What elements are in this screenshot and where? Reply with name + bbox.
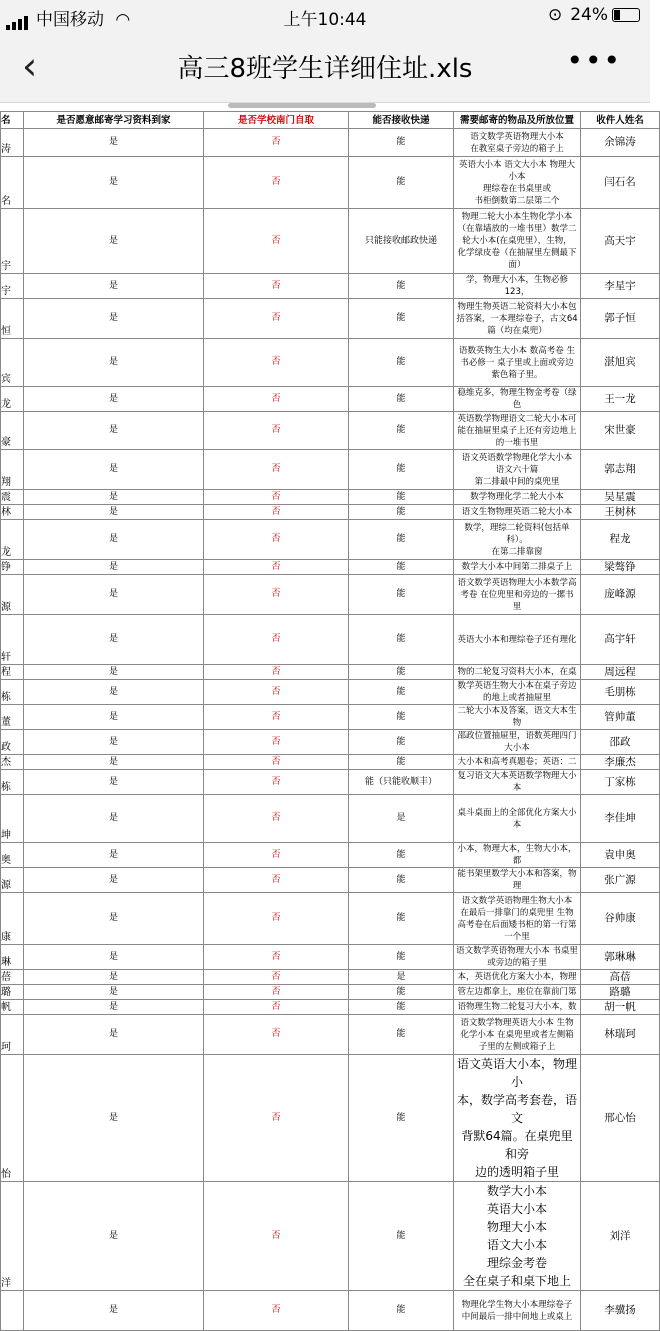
- cell-mail[interactable]: 是: [24, 985, 204, 1000]
- cell-mail[interactable]: 是: [24, 339, 204, 387]
- header-mail[interactable]: 是否愿意邮寄学习资料到家: [24, 112, 204, 129]
- table-row: [1, 1291, 660, 1331]
- cell-mail[interactable]: 是: [24, 157, 204, 209]
- cell-mail[interactable]: 是: [24, 1015, 204, 1055]
- cell-recipient[interactable]: 梁骜铮: [581, 560, 660, 575]
- cell-items[interactable]: 英语大小本和理综卷子还有理化: [454, 615, 581, 665]
- cell-name[interactable]: 程: [1, 665, 24, 680]
- table-row: [1, 1055, 660, 1182]
- cell-items[interactable]: 数学大小本 英语大小本 物理大小本 语文大小本 理综金考卷 全在桌子和桌下地上: [454, 1182, 581, 1291]
- table-row: [1, 209, 660, 274]
- cell-name[interactable]: 源: [1, 868, 24, 893]
- cell-items[interactable]: 本，英语优化方案大小本，物理: [454, 970, 581, 985]
- cell-mail[interactable]: 是: [24, 795, 204, 843]
- cell-mail[interactable]: 是: [24, 505, 204, 520]
- table-row: [1, 795, 660, 843]
- cell-mail[interactable]: 是: [24, 274, 204, 299]
- cell-express[interactable]: 能: [349, 505, 454, 520]
- cell-pickup[interactable]: 否: [204, 412, 349, 450]
- cell-express[interactable]: 能: [349, 680, 454, 705]
- table-row: [1, 945, 660, 970]
- cell-pickup[interactable]: 否: [204, 1291, 349, 1331]
- cell-items[interactable]: 语文英语大小本，物理小 本，数学高考套卷，语文 背默64篇。在桌兜里和旁 边的透明箱子里: [454, 1055, 581, 1182]
- cell-items[interactable]: 语文数学物理英语大小本 生物 化学小本 在桌兜里或者左侧箱 子里的左侧或箱子上: [454, 1015, 581, 1055]
- cell-items[interactable]: 英语数学物理语文二轮大小本可 能在抽屉里桌子上还有旁边地上 的一堆书里: [454, 412, 581, 450]
- cell-items[interactable]: 管左边都拿上，座位在靠前门第: [454, 985, 581, 1000]
- cell-name[interactable]: 震: [1, 490, 24, 505]
- header-row: [1, 112, 660, 129]
- cell-mail[interactable]: 是: [24, 970, 204, 985]
- status-time: 上午10:44: [283, 10, 367, 30]
- cell-express[interactable]: 能: [349, 387, 454, 412]
- cell-items[interactable]: 语文数学英语物理生物大小本 在最后一排靠门的桌兜里 生物 高考卷在后面矮书柜的第一行第 一个里: [454, 893, 581, 945]
- cell-express[interactable]: 能: [349, 945, 454, 970]
- more-button[interactable]: [566, 44, 622, 77]
- cell-mail[interactable]: 是: [24, 1000, 204, 1015]
- cell-mail[interactable]: 是: [24, 770, 204, 795]
- cell-name[interactable]: 栋: [1, 770, 24, 795]
- table-row: [1, 339, 660, 387]
- cell-pickup[interactable]: 否: [204, 770, 349, 795]
- status-bar: [0, 0, 650, 34]
- cell-mail[interactable]: 是: [24, 387, 204, 412]
- cell-mail[interactable]: 是: [24, 615, 204, 665]
- cell-recipient[interactable]: 邵政: [581, 730, 660, 755]
- table-row: [1, 868, 660, 893]
- table-row: [1, 299, 660, 339]
- cell-mail[interactable]: 是: [24, 520, 204, 560]
- cell-pickup[interactable]: 否: [204, 490, 349, 505]
- header-express[interactable]: 能否接收快递: [349, 112, 454, 129]
- header-pickup[interactable]: 是否学校南门自取: [204, 112, 349, 129]
- cell-express[interactable]: 能: [349, 615, 454, 665]
- cell-pickup[interactable]: 否: [204, 705, 349, 730]
- cell-pickup[interactable]: 否: [204, 1000, 349, 1015]
- cell-express[interactable]: 能: [349, 129, 454, 157]
- cell-express[interactable]: 是: [349, 795, 454, 843]
- table-row: [1, 970, 660, 985]
- cell-recipient[interactable]: 郭子恒: [581, 299, 660, 339]
- cell-mail[interactable]: 是: [24, 560, 204, 575]
- cell-name[interactable]: 宾: [1, 339, 24, 387]
- table-row: [1, 129, 660, 157]
- table-row: [1, 730, 660, 755]
- cell-pickup[interactable]: 否: [204, 575, 349, 615]
- cell-name[interactable]: 珂: [1, 1015, 24, 1055]
- cell-name[interactable]: 龙: [1, 520, 24, 560]
- cell-pickup[interactable]: 否: [204, 868, 349, 893]
- cell-items[interactable]: 语数英物生大小本 数高考卷 生 书必修一 桌子里或上面或旁边 紫色箱子里。: [454, 339, 581, 387]
- header-recipient[interactable]: 收件人姓名: [581, 112, 660, 129]
- table-row: [1, 680, 660, 705]
- cell-pickup[interactable]: 否: [204, 893, 349, 945]
- cell-recipient[interactable]: 李廉杰: [581, 755, 660, 770]
- cell-name[interactable]: 政: [1, 730, 24, 755]
- cell-mail[interactable]: 是: [24, 129, 204, 157]
- cell-name[interactable]: 洋: [1, 1182, 24, 1291]
- cell-name[interactable]: 宇: [1, 274, 24, 299]
- cell-express[interactable]: 是: [349, 970, 454, 985]
- cell-recipient[interactable]: 宋世豪: [581, 412, 660, 450]
- cell-items[interactable]: 邵政位置抽屉里，语数英理四门大小本: [454, 730, 581, 755]
- table-row: [1, 1182, 660, 1291]
- cell-mail[interactable]: 是: [24, 945, 204, 970]
- cell-recipient[interactable]: 刘洋: [581, 1182, 660, 1291]
- cell-items[interactable]: 语文英语数学物理化学大小本 语文六十篇 第二排最中间的桌兜里: [454, 450, 581, 490]
- cell-mail[interactable]: 是: [24, 1182, 204, 1291]
- cell-items[interactable]: 数学大小本中间第二排桌子上: [454, 560, 581, 575]
- cell-pickup[interactable]: 否: [204, 560, 349, 575]
- document-title: 高三8班学生详细住址.xls: [177, 54, 473, 84]
- cell-express[interactable]: 能: [349, 450, 454, 490]
- cell-recipient[interactable]: 高蓓: [581, 970, 660, 985]
- cell-express[interactable]: 能: [349, 339, 454, 387]
- table-row: [1, 274, 660, 299]
- cell-name[interactable]: 蓓: [1, 970, 24, 985]
- carrier-label: 中国移动: [36, 10, 104, 30]
- header-items[interactable]: 需要邮寄的物品及所放位置: [454, 112, 581, 129]
- cell-express[interactable]: 能: [349, 1000, 454, 1015]
- cell-pickup[interactable]: 否: [204, 985, 349, 1000]
- table-row: [1, 985, 660, 1000]
- wifi-icon: ◠: [115, 10, 131, 30]
- cell-name[interactable]: 康: [1, 893, 24, 945]
- spreadsheet-view[interactable]: [0, 103, 650, 1322]
- cell-express[interactable]: 能: [349, 412, 454, 450]
- cell-express[interactable]: 能: [349, 868, 454, 893]
- cell-items[interactable]: 语文生物物理英语二轮大小本: [454, 505, 581, 520]
- cell-items[interactable]: 语文数学英语物理大小本 在教室桌子旁边的箱子上: [454, 129, 581, 157]
- cell-items[interactable]: 小本，物理大本，生物大小本，都: [454, 843, 581, 868]
- cell-recipient[interactable]: 张广源: [581, 868, 660, 893]
- cell-express[interactable]: 能: [349, 490, 454, 505]
- cell-pickup[interactable]: 否: [204, 129, 349, 157]
- battery-group: [548, 5, 640, 25]
- cell-items[interactable]: 物理二轮大小本生物化学小本 （在靠墙放的一堆书里）数学二 轮大小本(在桌兜里），生物， 化学绿皮卷（在抽屉里左侧最下 面）: [454, 209, 581, 274]
- cell-mail[interactable]: 是: [24, 412, 204, 450]
- cell-mail[interactable]: 是: [24, 299, 204, 339]
- cell-express[interactable]: 能: [349, 157, 454, 209]
- cell-recipient[interactable]: 高天宇: [581, 209, 660, 274]
- cell-recipient[interactable]: 毛朋栋: [581, 680, 660, 705]
- chevron-left-icon: ‹: [22, 44, 38, 88]
- cell-name[interactable]: 璐: [1, 985, 24, 1000]
- cell-mail[interactable]: 是: [24, 868, 204, 893]
- cell-express[interactable]: 能（只能收顺丰）: [349, 770, 454, 795]
- cell-pickup[interactable]: 否: [204, 615, 349, 665]
- cell-pickup[interactable]: 否: [204, 730, 349, 755]
- cell-pickup[interactable]: 否: [204, 1182, 349, 1291]
- cell-name[interactable]: 董: [1, 705, 24, 730]
- cell-pickup[interactable]: 否: [204, 795, 349, 843]
- cell-recipient[interactable]: 邢心怡: [581, 1055, 660, 1182]
- cell-express[interactable]: 能: [349, 560, 454, 575]
- cell-express[interactable]: 能: [349, 1182, 454, 1291]
- cell-recipient[interactable]: 庞峰源: [581, 575, 660, 615]
- cell-pickup[interactable]: 否: [204, 274, 349, 299]
- cell-express[interactable]: 能: [349, 1055, 454, 1182]
- cell-recipient[interactable]: 胡一帆: [581, 1000, 660, 1015]
- cell-pickup[interactable]: 否: [204, 450, 349, 490]
- cell-express[interactable]: 能: [349, 520, 454, 560]
- cell-recipient[interactable]: 谷帅康: [581, 893, 660, 945]
- cell-name[interactable]: 轩: [1, 615, 24, 665]
- table-row: [1, 387, 660, 412]
- cell-name[interactable]: 坤: [1, 795, 24, 843]
- cell-items[interactable]: 大小本和高考真题卷；英语：二: [454, 755, 581, 770]
- nav-bar: [0, 34, 650, 103]
- cell-items[interactable]: 稳维克多，物理生物金考卷（绿色: [454, 387, 581, 412]
- cell-recipient[interactable]: 李骥扬: [581, 1291, 660, 1331]
- cell-name[interactable]: 帆: [1, 1000, 24, 1015]
- cell-items[interactable]: 数学英语生物大小本在桌子旁边的地上或者抽屉里: [454, 680, 581, 705]
- cell-name[interactable]: 怡: [1, 1055, 24, 1182]
- cell-name[interactable]: 涛: [1, 129, 24, 157]
- cell-name[interactable]: 龙: [1, 387, 24, 412]
- table-row: [1, 705, 660, 730]
- cell-recipient[interactable]: 路璐: [581, 985, 660, 1000]
- cell-recipient[interactable]: 吴星震: [581, 490, 660, 505]
- cell-mail[interactable]: 是: [24, 209, 204, 274]
- cell-mail[interactable]: 是: [24, 575, 204, 615]
- cell-recipient[interactable]: 李佳坤: [581, 795, 660, 843]
- table-row: [1, 575, 660, 615]
- cell-items[interactable]: 能书架里数学大小本和答案，物理: [454, 868, 581, 893]
- cell-express[interactable]: 能: [349, 893, 454, 945]
- cell-mail[interactable]: 是: [24, 705, 204, 730]
- cell-items[interactable]: 物理生物英语二轮资料大小本包 括答案，一本理综卷子，古文64 篇（均在桌兜）: [454, 299, 581, 339]
- cell-name[interactable]: 名: [1, 157, 24, 209]
- table-row: [1, 505, 660, 520]
- cell-express[interactable]: 能: [349, 299, 454, 339]
- table-row: [1, 560, 660, 575]
- cell-express[interactable]: 能: [349, 1291, 454, 1331]
- table-row: [1, 412, 660, 450]
- cell-name[interactable]: 翔: [1, 450, 24, 490]
- cell-express[interactable]: 能: [349, 1015, 454, 1055]
- cell-pickup[interactable]: 否: [204, 755, 349, 770]
- cell-mail[interactable]: 是: [24, 730, 204, 755]
- cell-name[interactable]: 源: [1, 575, 24, 615]
- table-row: [1, 755, 660, 770]
- cell-recipient[interactable]: 闫石名: [581, 157, 660, 209]
- cell-express[interactable]: 能: [349, 730, 454, 755]
- rotation-lock-icon: ⊙: [547, 5, 563, 25]
- cell-mail[interactable]: 是: [24, 755, 204, 770]
- cell-name[interactable]: [1, 1291, 24, 1331]
- cell-items[interactable]: 数学，理综二轮资料(包括单 科）。 在第二排靠窗: [454, 520, 581, 560]
- cell-items[interactable]: 语文数学英语物理大小本数学高 考卷 在位兜里和旁边的一摞书 里: [454, 575, 581, 615]
- cell-items[interactable]: 学，物理大小本，生物必修123，: [454, 274, 581, 299]
- cell-name[interactable]: 恒: [1, 299, 24, 339]
- cell-pickup[interactable]: 否: [204, 1015, 349, 1055]
- table-row: [1, 893, 660, 945]
- cell-items[interactable]: 物理化学生物大小本理综卷子 中间最后一排中间地上或桌上: [454, 1291, 581, 1331]
- battery-icon: [612, 8, 640, 22]
- cell-express[interactable]: 能: [349, 755, 454, 770]
- table-row: [1, 770, 660, 795]
- cell-items[interactable]: 物的二轮复习资料大小本，在桌: [454, 665, 581, 680]
- cell-name[interactable]: 豪: [1, 412, 24, 450]
- cell-name[interactable]: 琳: [1, 945, 24, 970]
- cell-express[interactable]: 能: [349, 985, 454, 1000]
- cell-items[interactable]: 英语大小本 语文大小本 物理大 小本 理综卷在书桌里或 书柜倒数第二层第二个: [454, 157, 581, 209]
- table-row: [1, 490, 660, 505]
- cell-recipient[interactable]: 湛旭宾: [581, 339, 660, 387]
- cell-recipient[interactable]: 袁申奥: [581, 843, 660, 868]
- table-row: [1, 843, 660, 868]
- table-row: [1, 157, 660, 209]
- table-row: [1, 1000, 660, 1015]
- cell-items[interactable]: 语物理生物二轮复习大小本，数: [454, 1000, 581, 1015]
- table-row: [1, 1015, 660, 1055]
- cell-pickup[interactable]: 否: [204, 1055, 349, 1182]
- header-name[interactable]: 名: [1, 112, 24, 129]
- cell-recipient[interactable]: 王树林: [581, 505, 660, 520]
- cell-mail[interactable]: 是: [24, 665, 204, 680]
- cell-mail[interactable]: 是: [24, 843, 204, 868]
- horizontal-scrollbar[interactable]: [228, 103, 376, 108]
- cell-name[interactable]: 奥: [1, 843, 24, 868]
- cell-recipient[interactable]: 高宇轩: [581, 615, 660, 665]
- cell-recipient[interactable]: 李星宇: [581, 274, 660, 299]
- table-row: [1, 520, 660, 560]
- cell-express[interactable]: 能: [349, 705, 454, 730]
- cell-mail[interactable]: 是: [24, 1055, 204, 1182]
- cell-pickup[interactable]: 否: [204, 680, 349, 705]
- cell-pickup[interactable]: 否: [204, 665, 349, 680]
- cell-recipient[interactable]: 丁家栋: [581, 770, 660, 795]
- cell-name[interactable]: 铮: [1, 560, 24, 575]
- cell-recipient[interactable]: 周远程: [581, 665, 660, 680]
- cell-express[interactable]: 能: [349, 665, 454, 680]
- cell-recipient[interactable]: 林瑞珂: [581, 1015, 660, 1055]
- cell-items[interactable]: 二轮大小本及答案，语文大本生物: [454, 705, 581, 730]
- cell-items[interactable]: 语文数学英语物理大小本 书桌里或旁边的箱子里: [454, 945, 581, 970]
- cell-recipient[interactable]: 郭志翔: [581, 450, 660, 490]
- cell-pickup[interactable]: 否: [204, 299, 349, 339]
- table-row: [1, 450, 660, 490]
- cell-name[interactable]: 林: [1, 505, 24, 520]
- cell-mail[interactable]: 是: [24, 490, 204, 505]
- cell-pickup[interactable]: 否: [204, 843, 349, 868]
- cell-mail[interactable]: 是: [24, 450, 204, 490]
- cell-name[interactable]: 宇: [1, 209, 24, 274]
- cell-pickup[interactable]: 否: [204, 157, 349, 209]
- cell-recipient[interactable]: 余锦涛: [581, 129, 660, 157]
- more-icon: •••: [566, 44, 622, 77]
- cell-mail[interactable]: 是: [24, 680, 204, 705]
- cell-items[interactable]: 复习语文大本英语数学物理大小本: [454, 770, 581, 795]
- cell-items[interactable]: 数学物理化学二轮大小本: [454, 490, 581, 505]
- cell-mail[interactable]: 是: [24, 893, 204, 945]
- cell-pickup[interactable]: 否: [204, 339, 349, 387]
- cell-pickup[interactable]: 否: [204, 970, 349, 985]
- table-row: [1, 665, 660, 680]
- cell-pickup[interactable]: 否: [204, 209, 349, 274]
- cell-name[interactable]: 栋: [1, 680, 24, 705]
- cell-express[interactable]: 只能接收邮政快递: [349, 209, 454, 274]
- cell-pickup[interactable]: 否: [204, 520, 349, 560]
- battery-percent: 24%: [570, 5, 608, 25]
- cell-express[interactable]: 能: [349, 274, 454, 299]
- table-row: [1, 615, 660, 665]
- cell-express[interactable]: 能: [349, 575, 454, 615]
- cell-items[interactable]: 桌斗桌面上的全部优化方案大小本: [454, 795, 581, 843]
- cell-recipient[interactable]: 王一龙: [581, 387, 660, 412]
- cell-recipient[interactable]: 管帅董: [581, 705, 660, 730]
- cell-pickup[interactable]: 否: [204, 945, 349, 970]
- cell-recipient[interactable]: 程龙: [581, 520, 660, 560]
- cell-name[interactable]: 杰: [1, 755, 24, 770]
- cell-recipient[interactable]: 郭琳琳: [581, 945, 660, 970]
- address-table: [0, 111, 660, 1331]
- cell-pickup[interactable]: 否: [204, 387, 349, 412]
- cell-pickup[interactable]: 否: [204, 505, 349, 520]
- cell-express[interactable]: 能: [349, 843, 454, 868]
- cell-mail[interactable]: 是: [24, 1291, 204, 1331]
